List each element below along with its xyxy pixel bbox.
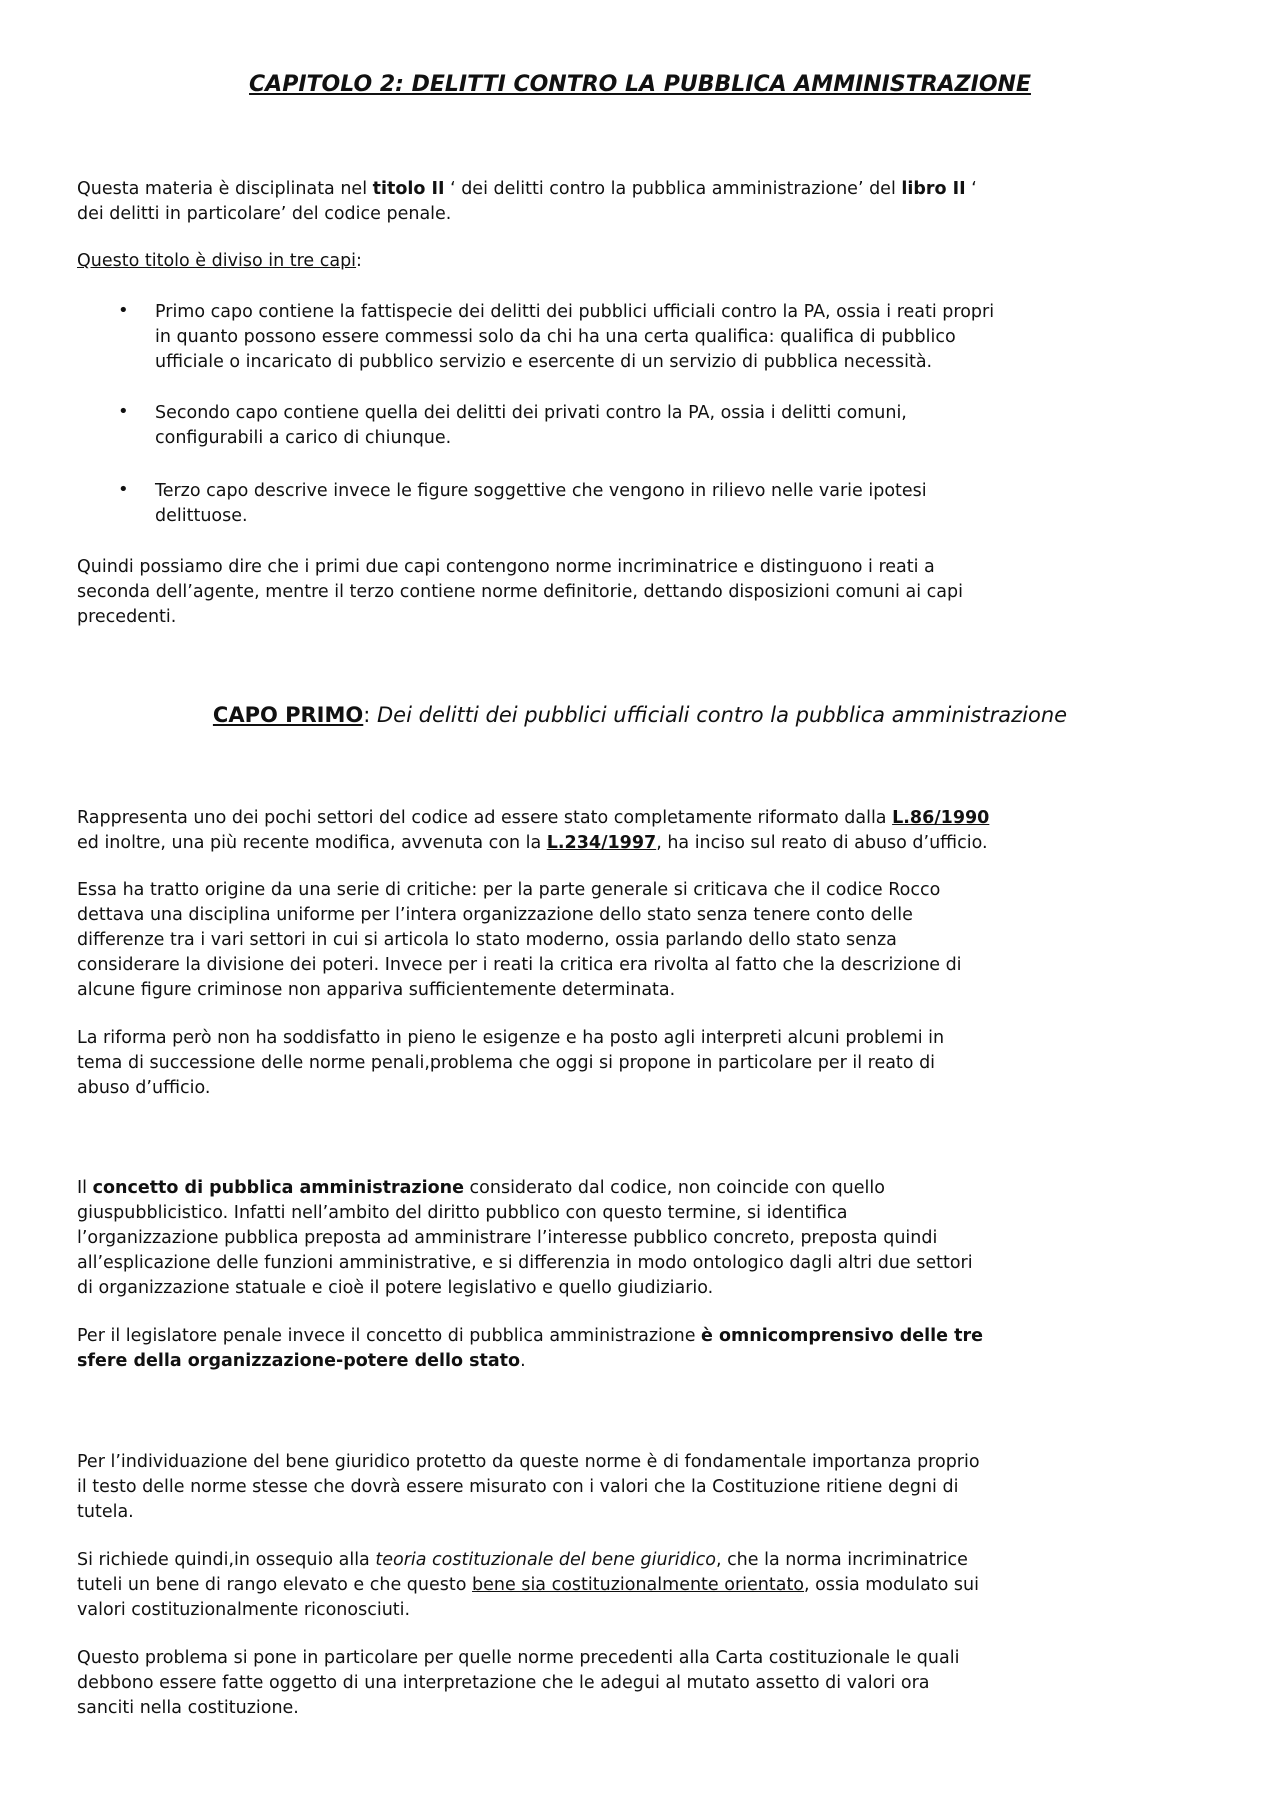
text-run: tutela. [77,1502,134,1522]
text-run: precedenti. [77,607,177,627]
text-line [77,903,962,928]
text-run: Si richiede quindi,in ossequio alla [77,1550,376,1570]
text-line [77,1226,973,1251]
text-run: configurabili a carico di chiunque. [155,428,452,448]
text-line [77,878,962,903]
text-line [77,1176,973,1201]
text-line [77,1475,980,1500]
chapter-title: CAPITOLO 2: DELITTI CONTRO LA PUBBLICA AMMINISTRAZIONE [249,72,1031,97]
formatted-text: Questo titolo è diviso in tre capi [77,251,357,271]
text-run: Quindi possiamo dire che i primi due capi contengono norme incriminatrice e distinguono i reati a [77,557,935,577]
paragraph-quindi [77,555,963,630]
text-run: Questa materia è disciplinata nel [77,179,373,199]
bullet-item-bullet-1 [155,300,994,375]
formatted-text: è omnicomprensivo delle tre [701,1326,983,1346]
text-line [155,479,927,504]
text-line [77,1026,944,1051]
paragraph-concetto [77,1176,973,1301]
capo-subtitle: Dei delitti dei pubblici ufficiali contro la pubblica amministrazione [377,703,1068,727]
paragraph-legislatore [77,1324,983,1374]
text-run: considerato dal codice, non coincide con quello [463,1178,885,1198]
text-run: Per il legislatore penale invece il concetto di pubblica amministrazione [77,1326,702,1346]
capo-heading [0,703,1280,727]
paragraph-riforma [77,1026,944,1101]
text-line [77,605,963,630]
paragraph-capi-intro [77,249,362,274]
text-line [77,1051,944,1076]
text-line [155,401,907,426]
formatted-text: bene sia costituzionalmente orientato [472,1575,805,1595]
text-line [77,1201,973,1226]
paragraph-intro [77,177,977,227]
text-run: abuso d’ufficio. [77,1078,211,1098]
text-run: Terzo capo descrive invece le figure soggettive che vengono in rilievo nelle varie ipotesi [155,481,927,501]
text-run: in quanto possono essere commessi solo da chi ha una certa qualifica: qualifica di pubblico [155,327,956,347]
text-line [77,1324,983,1349]
text-run: seconda dell’agente, mentre il terzo contiene norme definitorie, dettando disposizioni comuni ai capi [77,582,963,602]
text-run: dei delitti in particolare’ del codice penale. [77,204,452,224]
text-line [77,1349,983,1374]
formatted-text: libro II [901,179,966,199]
formatted-text: teoria costituzionale del bene giuridico [375,1550,716,1570]
text-line [77,1671,959,1696]
formatted-text: concetto di pubblica amministrazione [92,1178,464,1198]
text-run: Per l’individuazione del bene giuridico protetto da queste norme è di fondamentale importanza proprio [77,1452,980,1472]
text-line [77,928,962,953]
text-run: tema di successione delle norme penali,problema che oggi si propone in particolare per il reato di [77,1053,936,1073]
bullet-item-bullet-3 [155,479,927,529]
text-run: , che la norma incriminatrice [715,1550,968,1570]
text-run: dettava una disciplina uniforme per l’intera organizzazione dello stato senza tenere conto delle [77,905,913,925]
text-run: l’organizzazione pubblica preposta ad amministrare l’interesse pubblico concreto, preposta quindi [77,1228,938,1248]
text-run: , ossia modulato sui [804,1575,979,1595]
paragraph-rappresenta [77,806,989,856]
formatted-text: L.86/1990 [892,808,990,828]
text-run: debbono essere fatte oggetto di una interpretazione che le adegui al mutato assetto di valori ora [77,1673,930,1693]
text-line [77,978,962,1003]
bullet-icon: • [118,401,129,422]
text-line [155,300,994,325]
text-run: sanciti nella costituzione. [77,1698,299,1718]
text-run: Secondo capo contiene quella dei delitti dei privati contro la PA, ossia i delitti comuni, [155,403,907,423]
text-run: ufficiale o incaricato di pubblico servizio e esercente di un servizio di pubblica necessità. [155,352,933,372]
text-run: Rappresenta uno dei pochi settori del codice ad essere stato completamente riformato dalla [77,808,893,828]
text-line [77,555,963,580]
text-run: il testo delle norme stesse che dovrà essere misurato con i valori che la Costituzione ritiene degni di [77,1477,959,1497]
text-run: Essa ha tratto origine da una serie di critiche: per la parte generale si criticava che il codice Rocco [77,880,941,900]
text-run: ed inoltre, una più recente modifica, avvenuta con la [77,833,547,853]
text-run: giuspubblicistico. Infatti nell’ambito del diritto pubblico con questo termine, si identifica [77,1203,848,1223]
text-run: La riforma però non ha soddisfatto in pieno le esigenze e ha posto agli interpreti alcuni problemi in [77,1028,945,1048]
text-line [77,1696,959,1721]
text-line [77,1598,979,1623]
text-run: alcune figure criminose non appariva sufficientemente determinata. [77,980,676,1000]
text-line [155,504,927,529]
text-run: considerare la divisione dei poteri. Invece per i reati la critica era rivolta al fatto che la descrizione di [77,955,962,975]
paragraph-individuazione [77,1450,980,1525]
formatted-text: L.234/1997 [546,833,657,853]
text-line [77,953,962,978]
text-run: . [520,1351,526,1371]
text-line [77,177,977,202]
text-line [77,1276,973,1301]
text-line [77,1076,944,1101]
text-run: ‘ dei delitti contro la pubblica amministrazione’ del [444,179,902,199]
text-line [155,350,994,375]
text-line [77,831,989,856]
text-line [77,202,977,227]
text-run: , ha inciso sul reato di abuso d’ufficio. [656,833,988,853]
text-line [77,1646,959,1671]
formatted-text: titolo II [372,179,445,199]
paragraph-essa [77,878,962,1003]
paragraph-richiede [77,1548,979,1623]
formatted-text: sfere della organizzazione-potere dello stato [77,1351,521,1371]
capo-separator: : [363,703,378,727]
paragraph-problema [77,1646,959,1721]
text-run: differenze tra i vari settori in cui si articola lo stato moderno, ossia parlando dello stato senza [77,930,897,950]
bullet-icon: • [118,300,129,321]
text-line [77,1500,980,1525]
text-run: : [356,251,362,271]
text-line [77,1548,979,1573]
text-run: all’esplicazione delle funzioni amministrative, e si differenzia in modo ontologico dagli altri due settori [77,1253,973,1273]
text-run: Primo capo contiene la fattispecie dei delitti dei pubblici ufficiali contro la PA, ossia i reati propri [155,302,995,322]
text-run: valori costituzionalmente riconosciuti. [77,1600,411,1620]
text-run: ‘ [965,179,977,199]
text-line [77,249,362,274]
bullet-item-bullet-2 [155,401,907,451]
text-line [77,580,963,605]
text-line [77,806,989,831]
text-line [77,1251,973,1276]
bullet-icon: • [118,479,129,500]
capo-label: CAPO PRIMO [212,703,364,727]
text-line [155,426,907,451]
text-run: di organizzazione statuale e cioè il potere legislativo e quello giudiziario. [77,1278,714,1298]
text-run: tuteli un bene di rango elevato e che questo [77,1575,473,1595]
text-run: Questo problema si pone in particolare per quelle norme precedenti alla Carta costituzionale le quali [77,1648,960,1668]
text-line [77,1450,980,1475]
text-run: Il [77,1178,93,1198]
text-run: delittuose. [155,506,248,526]
text-line [77,1573,979,1598]
text-line [155,325,994,350]
